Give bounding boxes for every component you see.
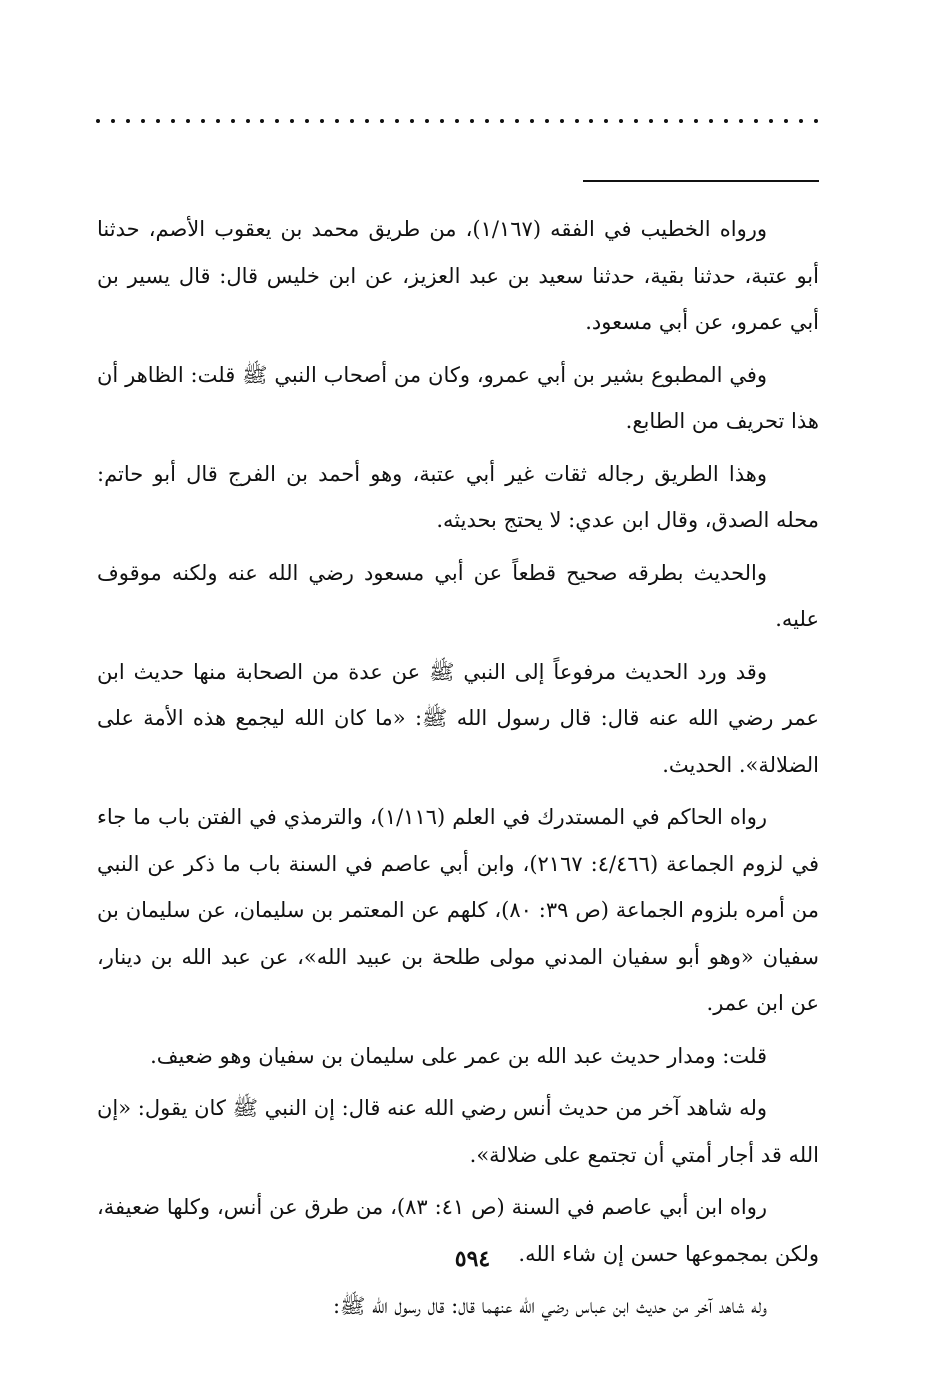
dotted-separator — [96, 116, 818, 126]
page-number: ٥٩٤ — [454, 1246, 491, 1272]
paragraph: وقد ورد الحديث مرفوعاً إلى النبي ﷺ عن عدة من الصحابة منها حديث ابن عمر رضي الله عنه قال: قال رسول الله ﷺ: «ما كان الله ليجمع هذه الأمة على الضلالة». الحديث. — [97, 659, 819, 777]
paragraph: وله شاهد آخر من حديث ابن عباس رضي الله عنهما قال: قال رسول الله ﷺ: — [332, 1294, 767, 1318]
main-text — [97, 206, 819, 1336]
paragraph: وهذا الطريق رجاله ثقات غير أبي عتبة، وهو أحمد بن الفرج قال أبو حاتم: محله الصدق، وقال ابن عدي: لا يحتج بحديثه. — [97, 461, 819, 532]
paragraph: وله شاهد آخر من حديث أنس رضي الله عنه قال: إن النبي ﷺ كان يقول: «إن الله قد أجار أمتي أن تجتمع على ضلالة». — [96, 1096, 819, 1167]
paragraph: رواه ابن أبي عاصم في السنة (ص ٤١: ٨٣)، من طرق عن أنس، وكلها ضعيفة، ولكن بمجموعها حسن إن شاء الله. — [97, 1195, 819, 1266]
paragraph: رواه الحاكم في المستدرك في العلم (١/١١٦)، والترمذي في الفتن باب ما جاء في لزوم الجماعة (٤/٤٦٦: ٢١٦٧)، وابن أبي عاصم في السنة باب ما ذكر عن النبي من أمره بلزوم الجماعة (ص ٣٩: ٨٠)، كلهم عن المعتمر بن سليمان، عن سليمان بن سفيان «وهو أبو سفيان المدني مولى طلحة بن عبيد الله»، عن عبد الله بن دينار، عن ابن عمر. — [97, 805, 819, 1015]
paragraph: ورواه الخطيب في الفقه (١/١٦٧)، من طريق محمد بن يعقوب الأصم، حدثنا أبو عتبة، حدثنا بقية، حدثنا سعيد بن عبد العزيز، عن ابن خليس قال: قال يسير بن أبي عمرو، عن أبي مسعود. — [97, 217, 819, 334]
paragraph: قلت: ومدار حديث عبد الله بن عمر على سليمان بن سفيان وهو ضعيف. — [150, 1043, 767, 1068]
footnote-rule — [583, 180, 819, 182]
paragraph: وفي المطبوع بشير بن أبي عمرو، وكان من أصحاب النبي ﷺ قلت: الظاهر أن هذا تحريف من الطابع. — [97, 362, 819, 433]
paragraph: والحديث بطرقه صحيح قطعاً عن أبي مسعود رضي الله عنه ولكنه موقوف عليه. — [97, 560, 819, 631]
